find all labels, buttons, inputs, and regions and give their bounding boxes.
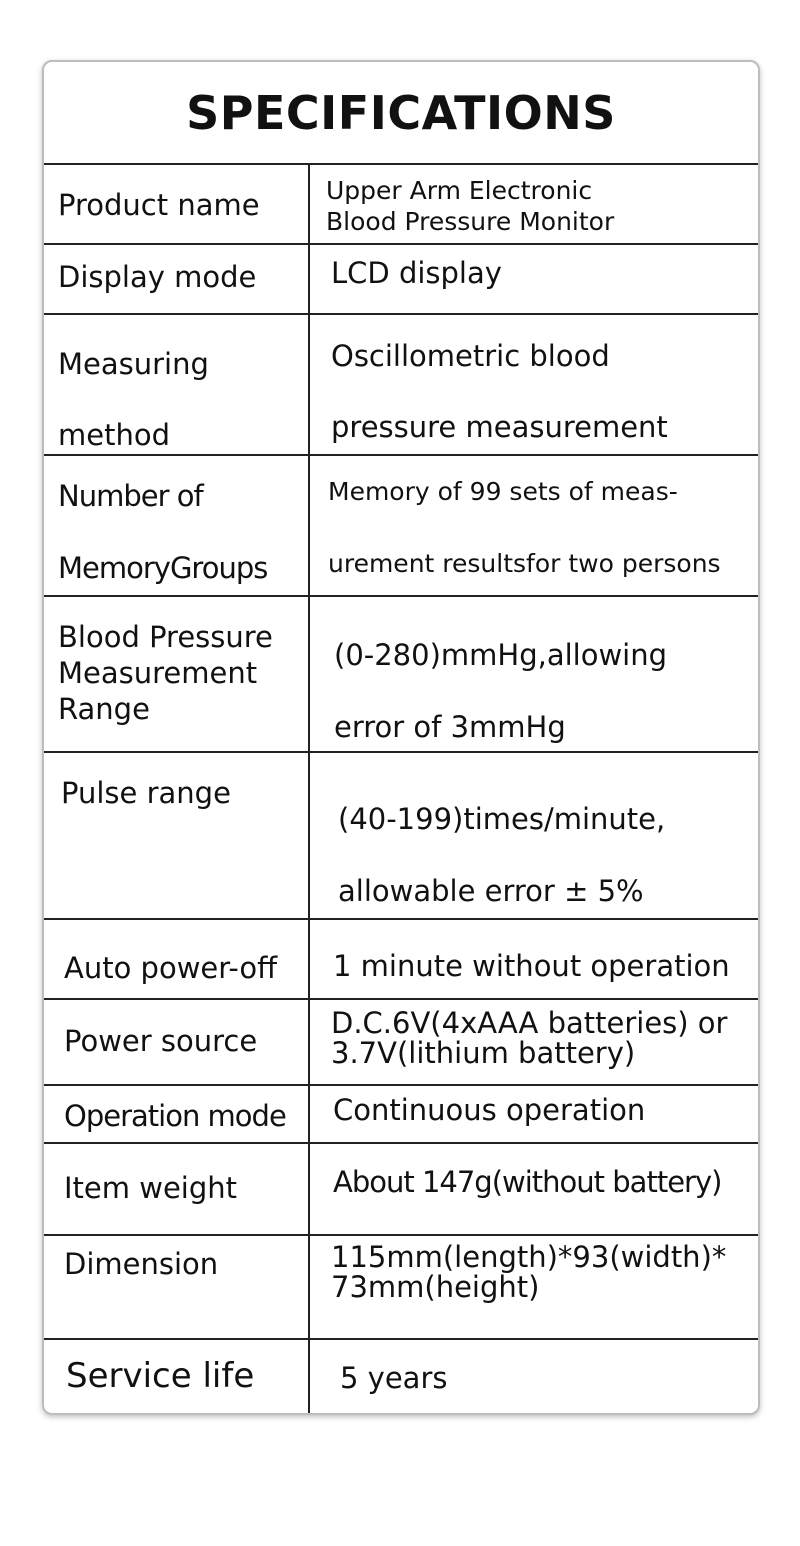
spec-value: Memory of 99 sets of meas- urement resultsfor two persons: [328, 477, 721, 578]
spec-label: Dimension: [64, 1247, 219, 1281]
spec-value: (40-199)times/minute, allowable error ± 5%: [338, 802, 666, 908]
spec-label: Pulse range: [61, 776, 231, 810]
spec-row-dimension: [44, 1236, 758, 1340]
spec-row-auto-power-off: [44, 920, 758, 1000]
spec-value: 115mm(length)*93(width)* 73mm(height): [331, 1240, 727, 1304]
spec-label: Number of MemoryGroups: [58, 479, 268, 585]
spec-value: D.C.6V(4xAAA batteries) or 3.7V(lithium battery): [331, 1006, 728, 1070]
spec-row-item-weight: [44, 1144, 758, 1236]
spec-value: Continuous operation: [333, 1093, 646, 1127]
spec-row-display-mode: [44, 245, 758, 315]
spec-value: LCD display: [331, 256, 502, 290]
spec-value: (0-280)mmHg,allowing error of 3mmHg: [334, 638, 668, 744]
spec-label: Service life: [66, 1356, 255, 1396]
spec-value: Oscillometric blood pressure measurement: [331, 339, 668, 444]
spec-row-bp-range: [44, 597, 758, 753]
spec-label: Auto power-off: [64, 951, 278, 985]
spec-label: Blood Pressure Measurement Range: [58, 620, 273, 726]
spec-value: Upper Arm Electronic Blood Pressure Monitor: [326, 176, 615, 236]
spec-row-operation-mode: [44, 1086, 758, 1144]
specifications-card: [42, 60, 760, 1415]
spec-row-pulse-range: [44, 753, 758, 920]
spec-value: About 147g(without battery): [333, 1165, 722, 1199]
spec-row-memory-groups: [44, 456, 758, 597]
spec-label: Power source: [64, 1024, 258, 1058]
spec-label: Measuring method: [58, 347, 209, 452]
spec-label: Operation mode: [64, 1099, 286, 1133]
spec-row-service-life: [44, 1340, 758, 1415]
spec-label: Item weight: [64, 1171, 238, 1205]
column-divider: [308, 165, 310, 1415]
spec-value: 1 minute without operation: [333, 949, 730, 983]
page-title: SPECIFICATIONS: [44, 62, 758, 165]
spec-row-measuring-method: [44, 315, 758, 456]
spec-row-product-name: [44, 165, 758, 245]
spec-value: 5 years: [340, 1361, 448, 1395]
spec-row-power-source: [44, 1000, 758, 1086]
spec-label: Product name: [58, 188, 260, 222]
spec-label: Display mode: [58, 260, 257, 294]
